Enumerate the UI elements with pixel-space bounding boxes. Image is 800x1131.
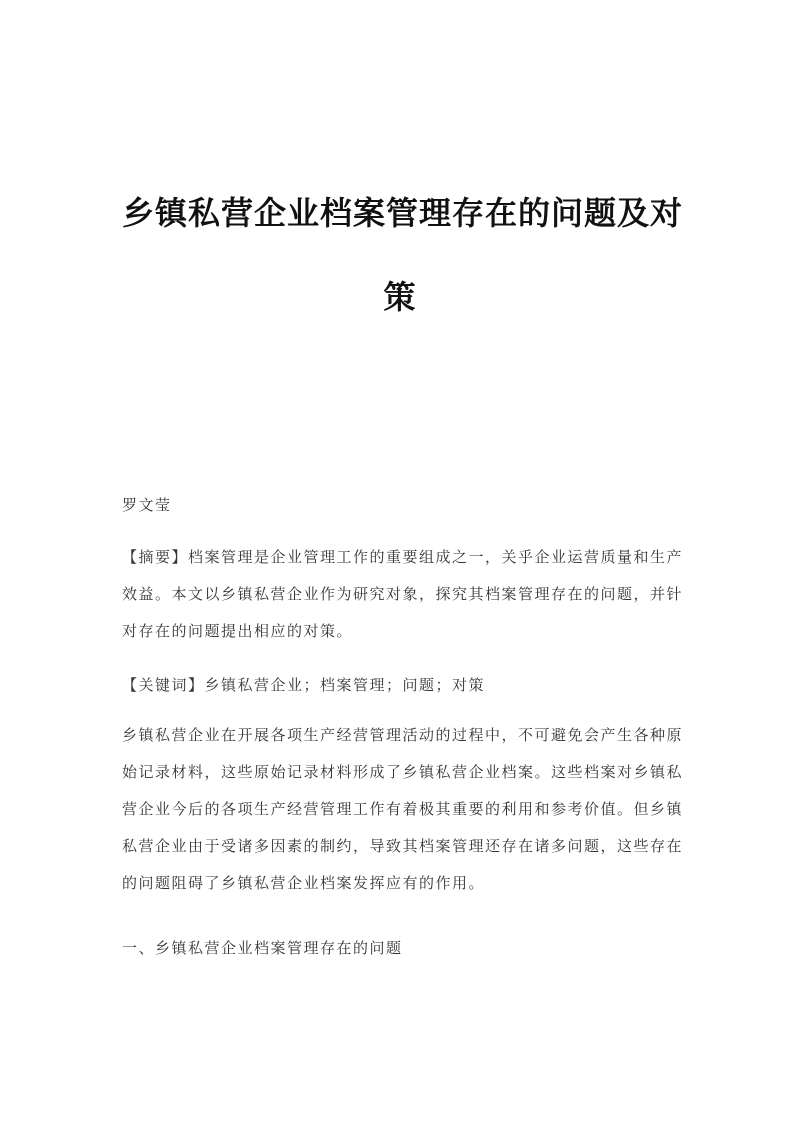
body-paragraph	[122, 717, 682, 902]
body-line: 营企业今后的各项生产经营管理工作有着极其重要的利用和参考价值。但乡镇	[122, 800, 684, 818]
abstract-line: 对存在的问题提出相应的对策。	[122, 622, 354, 640]
body-line: 始记录材料，这些原始记录材料形成了乡镇私营企业档案。这些档案对乡镇私	[122, 763, 684, 781]
body-line: 私营企业由于受诸多因素的制约，导致其档案管理还存在诸多问题，这些存在	[122, 837, 684, 855]
abstract-line: 效益。本文以乡镇私营企业作为研究对象，探究其档案管理存在的问题，并针	[122, 585, 684, 603]
abstract-paragraph	[122, 539, 682, 650]
author-name: 罗文莹	[122, 496, 172, 514]
page-title-continued: 策	[383, 278, 417, 316]
page-title: 乡镇私营企业档案管理存在的问题及对	[122, 194, 684, 232]
section-heading: 一、乡镇私营企业档案管理存在的问题	[122, 939, 403, 957]
body-line: 的问题阻碍了乡镇私营企业档案发挥应有的作用。	[122, 874, 486, 892]
keywords-paragraph: 【关键词】乡镇私营企业；档案管理；问题；对策	[122, 676, 486, 694]
abstract-line: 【摘要】档案管理是企业管理工作的重要组成之一，关乎企业运营质量和生产	[122, 548, 684, 566]
body-line: 乡镇私营企业在开展各项生产经营管理活动的过程中，不可避免会产生各种原	[122, 726, 684, 744]
